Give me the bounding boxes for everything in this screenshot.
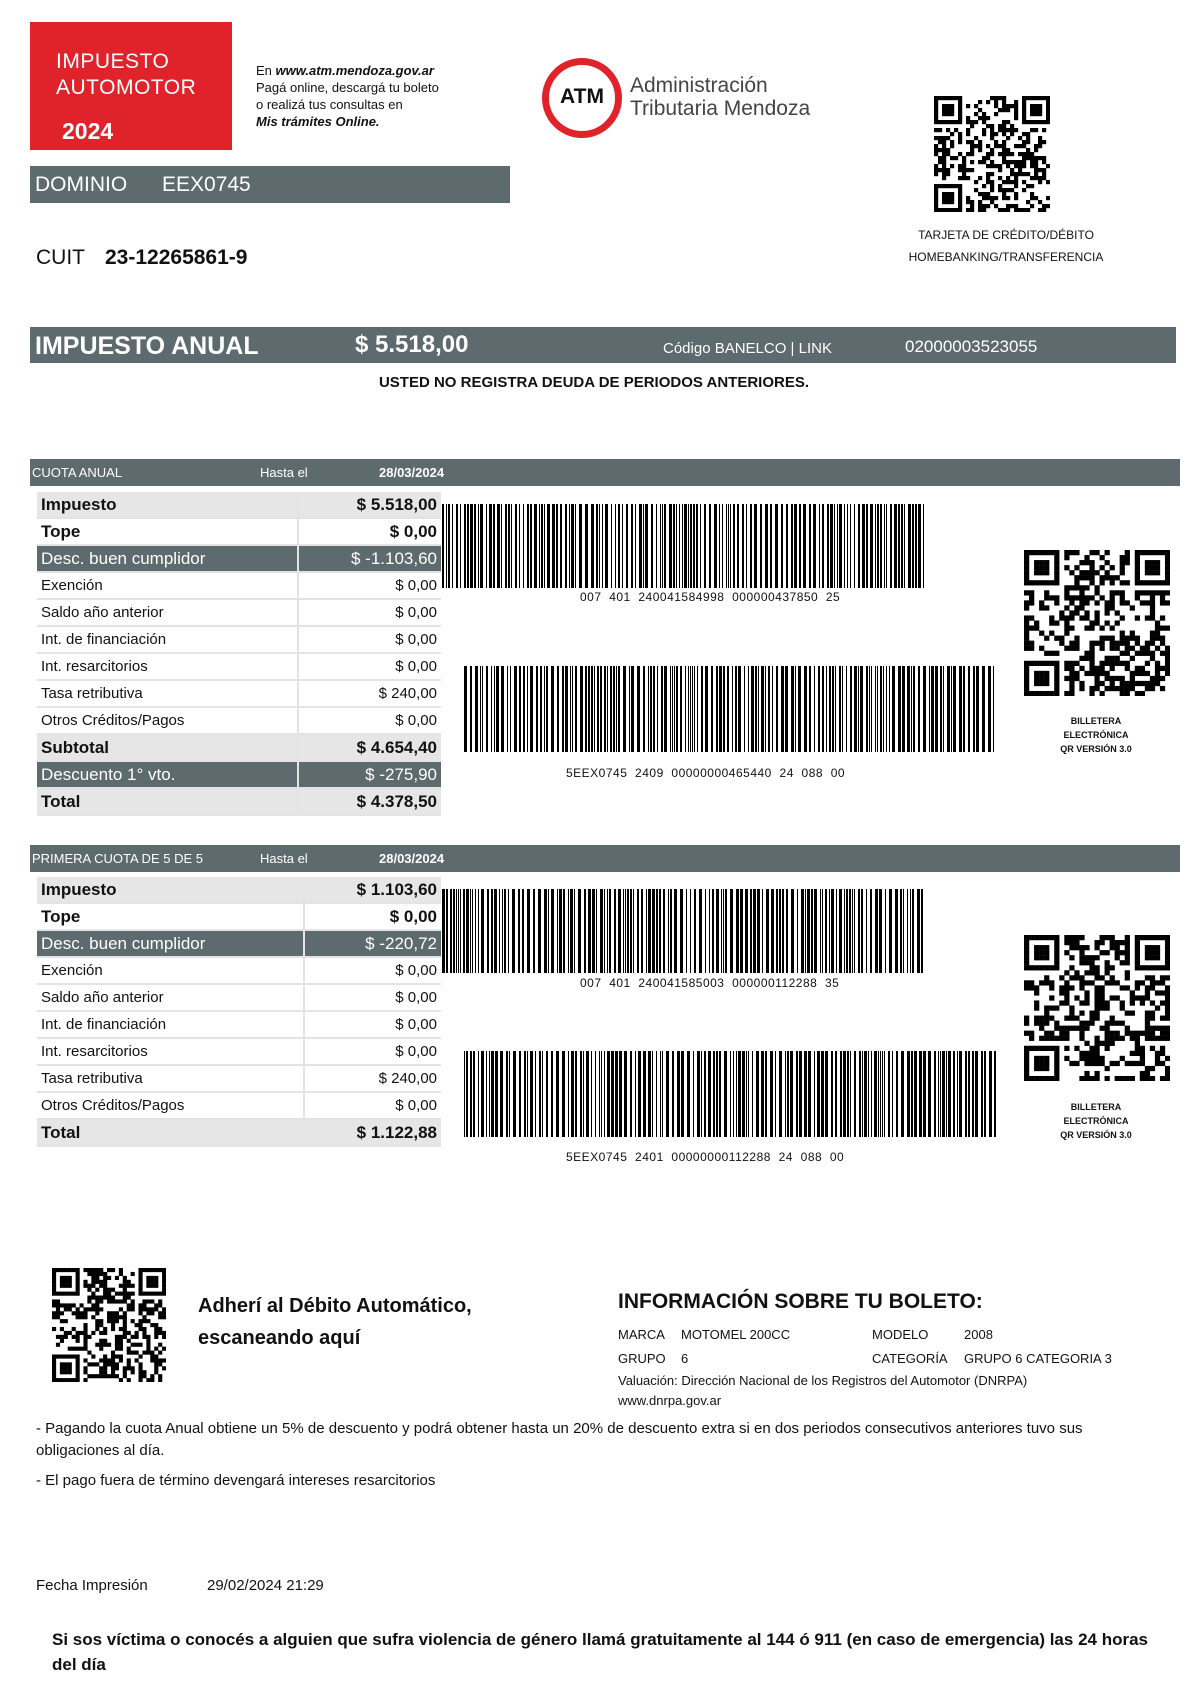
cuit-value: 23-12265861-9: [105, 246, 248, 269]
row-value: $ 0,00: [304, 1092, 441, 1119]
table-row: [37, 492, 441, 518]
table-row: [37, 788, 441, 815]
table-row: [37, 930, 441, 957]
row-value: $ 4.378,50: [298, 788, 441, 815]
info-url[interactable]: www.dnrpa.gov.ar: [618, 1393, 722, 1408]
row-value: $ 1.122,88: [304, 1119, 441, 1146]
row-label: Total: [37, 1119, 304, 1146]
debito-line2: escaneando aquí: [198, 1327, 361, 1349]
qr-label-line1: TARJETA DE CRÉDITO/DÉBITO: [918, 228, 1094, 242]
online-prefix: En: [256, 63, 276, 78]
table-row: [37, 599, 441, 626]
info-marca-label: MARCA: [618, 1327, 665, 1342]
note-2: - El pago fuera de término devengará intereses resarcitorios: [36, 1472, 436, 1489]
row-label: Saldo año anterior: [37, 599, 298, 626]
atm-logo: [542, 58, 622, 138]
row-label: Int. resarcitorios: [37, 653, 298, 680]
info-grupo-label: GRUPO: [618, 1351, 666, 1366]
info-marca-value: MOTOMEL 200CC: [681, 1327, 791, 1342]
row-value: $ -1.103,60: [298, 545, 441, 572]
row-label: Desc. buen cumplidor: [37, 930, 304, 957]
banelco-label: Código BANELCO | LINK: [663, 340, 832, 357]
info-title: INFORMACIÓN SOBRE TU BOLETO:: [618, 1290, 983, 1313]
row-value: $ 0,00: [304, 1038, 441, 1065]
row-label: Exención: [37, 572, 298, 599]
cuota-anual-band: [30, 459, 1180, 486]
primera-cuota-date: 28/03/2024: [379, 851, 445, 866]
table-row: [37, 1092, 441, 1119]
row-value: $ 1.103,60: [304, 877, 441, 903]
row-label: Tasa retributiva: [37, 680, 298, 707]
qr-billetera-anual-line2: ELECTRÓNICA: [1063, 730, 1129, 740]
table-row: [37, 626, 441, 653]
primera-cuota-hasta: Hasta el: [260, 851, 308, 866]
atm-name-line1: Administración: [630, 74, 768, 97]
brand-line2: AUTOMOTOR: [56, 76, 197, 99]
dominio-band: [30, 166, 510, 203]
row-value: $ 0,00: [298, 653, 441, 680]
barcode-cuota-1: [442, 889, 928, 973]
cuota-anual-hasta: Hasta el: [260, 465, 308, 480]
table-row: [37, 680, 441, 707]
row-label: Total: [37, 788, 298, 815]
row-label: Int. de financiación: [37, 1011, 304, 1038]
row-value: $ 240,00: [298, 680, 441, 707]
annual-label: IMPUESTO ANUAL: [35, 332, 259, 360]
row-label: Otros Créditos/Pagos: [37, 1092, 304, 1119]
table-row: [37, 1119, 441, 1146]
qr-label-line2: HOMEBANKING/TRANSFERENCIA: [908, 250, 1104, 264]
info-grupo-value: 6: [681, 1351, 689, 1366]
row-value: $ 0,00: [298, 707, 441, 734]
row-value: $ 0,00: [304, 984, 441, 1011]
row-value: $ 0,00: [304, 1011, 441, 1038]
info-modelo-label: MODELO: [872, 1327, 929, 1342]
table-row: [37, 877, 441, 903]
row-label: Impuesto: [37, 877, 304, 903]
primera-cuota-table: [37, 877, 441, 1147]
table-row: [37, 653, 441, 680]
table-row: [37, 545, 441, 572]
row-value: $ 4.654,40: [298, 734, 441, 761]
qr-code-billetera-anual: [1024, 550, 1170, 696]
info-modelo-value: 2008: [964, 1327, 993, 1342]
qr-label: [876, 228, 1136, 264]
table-row: [37, 572, 441, 599]
table-row: [37, 734, 441, 761]
row-value: $ 0,00: [304, 903, 441, 930]
cuit-label: CUIT: [36, 246, 85, 269]
dominio-label: DOMINIO: [35, 173, 128, 196]
no-debt-message: USTED NO REGISTRA DEUDA DE PERIODOS ANTERIORES.: [378, 374, 810, 391]
barcode-cuota-1-number: 007 401 240041585003 000000112288 35: [580, 976, 840, 990]
info-categoria-label: CATEGORÍA: [872, 1351, 948, 1366]
barcode-cuota-2: [464, 1051, 998, 1137]
fecha-value: 29/02/2024 21:29: [207, 1577, 324, 1594]
row-value: $ 0,00: [298, 626, 441, 653]
fecha-label: Fecha Impresión: [36, 1577, 148, 1594]
row-label: Descuento 1° vto.: [37, 761, 298, 788]
brand-line1: IMPUESTO: [56, 50, 170, 73]
table-row: [37, 761, 441, 788]
cuota-anual-title: CUOTA ANUAL: [32, 465, 123, 480]
qr-billetera-cuota-line3: QR VERSIÓN 3.0: [1060, 1130, 1132, 1140]
atm-name-line2: Tributaria Mendoza: [630, 97, 811, 120]
qr-code-debito: [52, 1268, 166, 1382]
cuota-anual-table: [37, 492, 441, 816]
row-value: $ -220,72: [304, 930, 441, 957]
qr-code-billetera-cuota: [1024, 935, 1170, 1081]
row-value: $ 0,00: [298, 572, 441, 599]
row-value: $ -275,90: [298, 761, 441, 788]
table-row: [37, 903, 441, 930]
row-label: Int. resarcitorios: [37, 1038, 304, 1065]
table-row: [37, 957, 441, 984]
row-label: Desc. buen cumplidor: [37, 545, 298, 572]
barcode-anual-1-number: 007 401 240041584998 000000437850 25: [580, 590, 841, 604]
row-label: Saldo año anterior: [37, 984, 304, 1011]
row-value: $ 240,00: [304, 1065, 441, 1092]
row-label: Tope: [37, 903, 304, 930]
annual-amount: $ 5.518,00: [355, 331, 469, 358]
row-value: $ 0,00: [298, 518, 441, 545]
debito-line1: Adherí al Débito Automático,: [198, 1295, 472, 1317]
qr-billetera-cuota-line1: BILLETERA: [1070, 1102, 1122, 1112]
row-label: Impuesto: [37, 492, 298, 518]
row-value: $ 0,00: [298, 599, 441, 626]
primera-cuota-title: PRIMERA CUOTA DE 5 DE 5: [32, 851, 203, 866]
online-info: [256, 62, 496, 130]
row-label: Tasa retributiva: [37, 1065, 304, 1092]
row-value: $ 5.518,00: [298, 492, 441, 518]
atm-name: [630, 74, 810, 120]
row-label: Subtotal: [37, 734, 298, 761]
row-label: Int. de financiación: [37, 626, 298, 653]
barcode-anual-2-number: 5EEX0745 2409 00000000465440 24 088 00: [566, 766, 846, 780]
qr-billetera-cuota-label: [1026, 1100, 1166, 1142]
online-url[interactable]: www.atm.mendoza.gov.ar: [275, 63, 434, 78]
annual-band: [30, 327, 1176, 363]
banelco-code: 02000003523055: [905, 337, 1038, 356]
atm-logo-text: ATM: [560, 85, 604, 108]
row-label: Exención: [37, 957, 304, 984]
primera-cuota-band: [30, 845, 1180, 872]
barcode-anual-2: [464, 666, 998, 752]
barcode-cuota-2-number: 5EEX0745 2401 00000000112288 24 088 00: [566, 1150, 845, 1164]
dominio-value: EEX0745: [162, 173, 251, 196]
table-row: [37, 1065, 441, 1092]
table-row: [37, 1038, 441, 1065]
qr-billetera-anual-line1: BILLETERA: [1070, 716, 1122, 726]
row-value: $ 0,00: [304, 957, 441, 984]
note-1: - Pagando la cuota Anual obtiene un 5% de descuento y podrá obtener hasta un 20% de descuento extra si en dos periodos consecutivos anteriores tuvo sus obligaciones al día.: [36, 1420, 1083, 1459]
qr-code-payment: [934, 96, 1050, 212]
cuit: [36, 246, 267, 270]
table-row: [37, 707, 441, 734]
cuota-anual-date: 28/03/2024: [379, 465, 445, 480]
row-label: Tope: [37, 518, 298, 545]
brand-box: [30, 22, 232, 150]
brand-year: 2024: [62, 118, 114, 144]
online-line3: o realizá tus consultas en: [256, 97, 403, 112]
qr-billetera-anual-line3: QR VERSIÓN 3.0: [1060, 744, 1132, 754]
barcode-anual-1: [442, 504, 928, 588]
info-categoria-value: GRUPO 6 CATEGORIA 3: [964, 1351, 1112, 1366]
violencia-message: Si sos víctima o conocés a alguien que sufra violencia de género llamá gratuitamente al 144 ó 911 (en caso de emergencia) las 24 horas del día: [52, 1630, 1148, 1674]
table-row: [37, 1011, 441, 1038]
table-row: [37, 518, 441, 545]
table-row: [37, 984, 441, 1011]
online-line2: Pagá online, descargá tu boleto: [256, 80, 439, 95]
qr-billetera-cuota-line2: ELECTRÓNICA: [1063, 1116, 1129, 1126]
online-line4: Mis trámites Online.: [256, 114, 380, 129]
debito-text: [198, 1290, 472, 1354]
row-label: Otros Créditos/Pagos: [37, 707, 298, 734]
qr-billetera-anual-label: [1026, 714, 1166, 756]
info-valuacion: Valuación: Dirección Nacional de los Registros del Automotor (DNRPA): [618, 1373, 1028, 1388]
